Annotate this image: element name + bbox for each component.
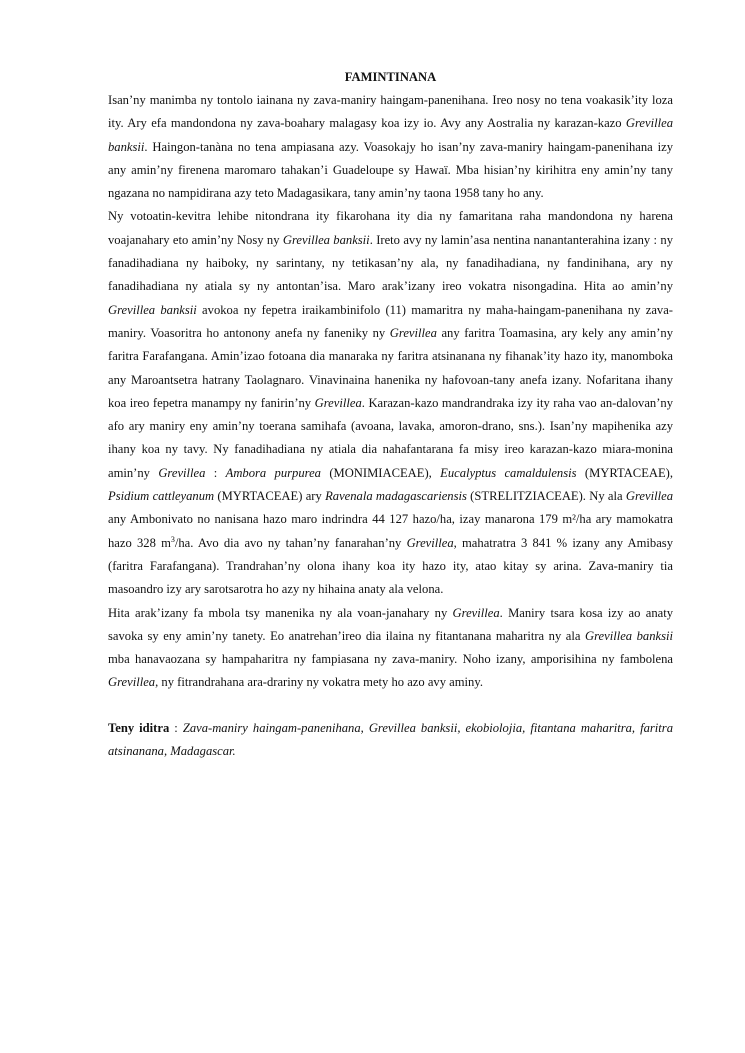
keywords-list: Zava-maniry haingam-panenihana, Grevillea banksii, ekobiolojia, fitantana maharitra, faritra atsinanana, Madagascar. (108, 720, 673, 759)
species-name: Grevillea (314, 395, 362, 410)
superscript: 3 (170, 534, 175, 544)
species-name: Grevillea (406, 535, 454, 550)
species-name: Ravenala madagascariensis (325, 489, 467, 504)
species-name: Ambora purpurea (225, 465, 321, 480)
species-name: Grevillea (452, 605, 500, 620)
species-name: Grevillea banksii (108, 302, 197, 317)
text-span: /ha. Avo dia avo ny tahan’ny fanarahan’ny (174, 535, 407, 550)
keywords-line (108, 717, 673, 764)
text-span: any faritra Toamasina, ary kely any amin’ny faritra Farafangana. Amin’izao fotoana dia manaraka ny faritra atsinanana ny fihanak’ity hazo ity, manomboka any Maroantsetra hatrany Taolagnaro. Vinavinaina hanenika ny hafovoan-tany anefa izany. Nofaritana ihany koa ireo fepetra manampy ny fanirin’ny (108, 325, 673, 410)
text-span: , ny fitrandrahana ara-drariny ny vokatra mety ho azo avy aminy. (155, 675, 483, 690)
text-span: Isan’ny manimba ny tontolo iainana ny zava-maniry haingam-panenihana. Ireo nosy no tena voakasik’ity loza ity. Ary efa mandondona ny zava-boahary malagasy koa izy io. Avy any Aostralia ny karazan-kazo (108, 93, 673, 131)
paragraph-2 (108, 205, 673, 601)
text-span: avokoa ny fepetra iraikambinifolo (11) mamaritra ny maha-haingam-panenihana ny zava-maniry. Voasoritra ho antonony anefa ny faneniky ny (108, 302, 673, 340)
text-span: Hita arak’izany fa mbola tsy manenika ny ala voan-janahary ny (108, 605, 453, 620)
species-name: Grevillea (389, 325, 437, 340)
paragraph-gap (108, 695, 673, 717)
text-span: Ny votoatin-kevitra lehibe nitondrana ity fikarohana ity dia ny famaritana raha mandondona ny harena voajanahary eto amin’ny Nosy ny (108, 209, 673, 247)
text-span: , mahatratra 3 841 % izany any Amibasy (faritra Farafangana). Trandrahan’ny olona ihany koa ity hazo ity, atao kitay sy arina. Zava-maniry tia masoandro izy ary sarotsarotra ho azy ny hihaina anaty ala velona. (108, 535, 673, 597)
text-span: (MYRTACEAE), (576, 465, 674, 480)
paragraph-1 (108, 89, 673, 205)
species-name: Psidium cattleyanum (108, 489, 215, 504)
text-span: mba hanavaozana sy hampaharitra ny fampiasana ny zava-maniry. Noho izany, amporisihina ny fambolena (108, 652, 673, 667)
keywords-separator: : (169, 720, 183, 735)
text-span: (MONIMIACEAE), (320, 465, 441, 480)
species-name: Grevillea (108, 675, 156, 690)
text-span: . Ireto avy ny lamin’asa nentina nanantanterahina izany : ny fanadihadiana ny haiboky, ny sarintany, ny tetikasan’ny ala, ny fanadihadiana, ny fandinihana, ary ny fanadihadiana ny atiala sy ny antontan’isa. Maro arak’izany ireo vokatra nisongadina. Hita ao amin’ny (108, 232, 673, 294)
text-span: (STRELITZIACEAE). Ny ala (466, 489, 626, 504)
text-span: . Haingon-tanàna no tena ampiasana azy. Voasokajy ho isan’ny zava-maniry haingam-panenihana izy any amin’ny firenena maromaro tahakan’i Guadeloupe sy Hawaï. Mba hisian’ny kirihitra eny amin’ny tany ngazana no nampidirana azy teto Madagasikara, tany amin’ny taona 1958 tany ho any. (108, 139, 673, 201)
species-name: Eucalyptus camaldulensis (440, 465, 577, 480)
abstract-title: FAMINTINANA (344, 70, 437, 84)
text-span: . Karazan-kazo mandrandraka izy ity raha vao an-dalovan’ny afo ary maniry eny amin’ny toerana samihafa (avoana, lavaka, amoron-drano, sns.). Isan’ny mapihenika azy ihany koa ny tavy. Ny fanadihadiana ny atiala dia nahafantarana fa misy ireo karazan-kazo miara-monina amin’ny (108, 395, 673, 480)
species-name: Grevillea banksii (108, 116, 673, 154)
text-span: : (205, 465, 226, 480)
text-span: (MYRTACEAE) ary (214, 489, 326, 504)
text-span: any Ambonivato no nanisana hazo maro indrindra 44 127 hazo/ha, izay manarona 179 m²/ha ary mamokatra hazo 328 m (108, 512, 673, 550)
abstract-page (108, 66, 673, 763)
paragraph-3 (108, 602, 673, 695)
species-name: Grevillea (158, 465, 206, 480)
species-name: Grevillea banksii (282, 232, 370, 247)
text-span: . Maniry tsara kosa izy ao anaty savoka sy eny amin’ny tanety. Eo anatrehan’ireo dia ilaina ny fitantanana maharitra ny ala (108, 605, 674, 643)
keywords-label: Teny iditra (108, 720, 170, 735)
species-name: Grevillea banksii (584, 628, 673, 643)
species-name: Grevillea (625, 489, 673, 504)
